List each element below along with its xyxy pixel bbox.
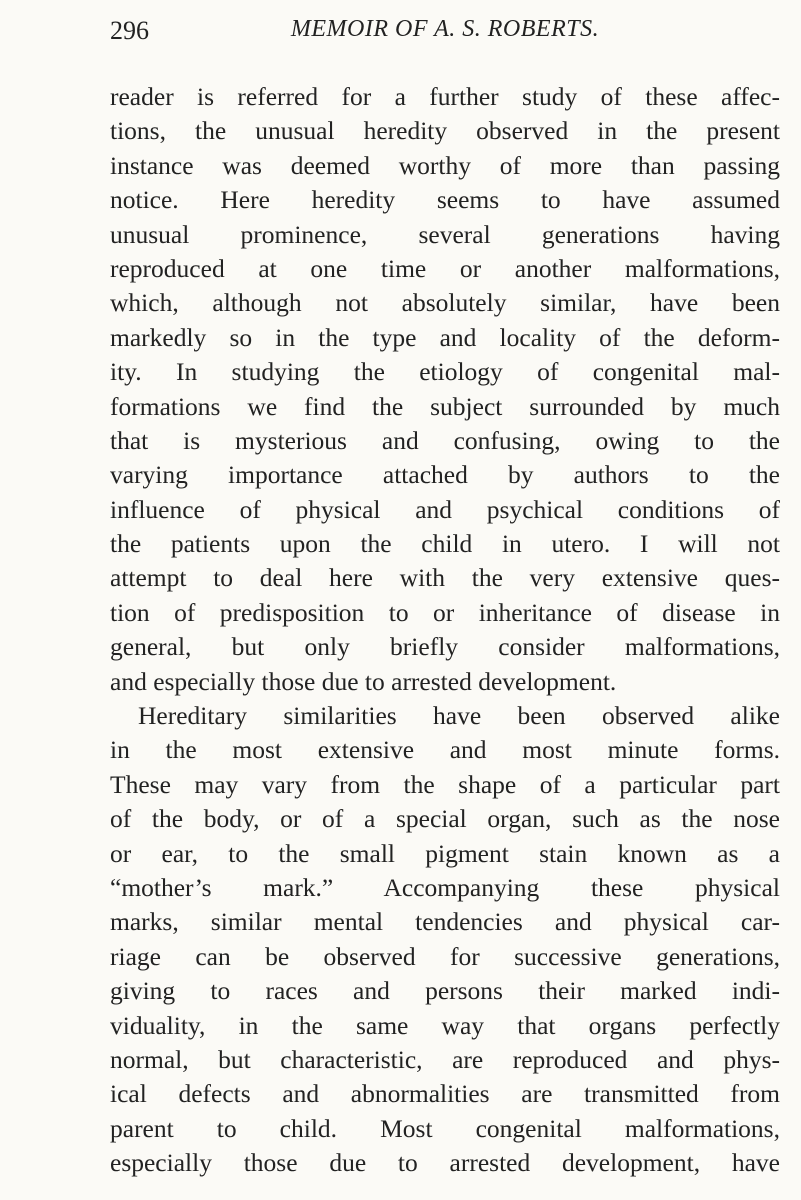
text-line: or ear, to the small pigment stain known as a <box>110 838 780 868</box>
running-head: MEMOIR OF A. S. ROBERTS. <box>290 16 600 42</box>
text-line: and especially those due to arrested development. <box>110 666 617 696</box>
text-line: that is mysterious and confusing, owing to the <box>110 425 780 455</box>
text-line: normal, but characteristic, are reproduced and phys- <box>110 1044 780 1074</box>
text-line: formations we find the subject surrounded by much <box>110 391 780 421</box>
page-header <box>110 16 780 50</box>
text-line: varying importance attached by authors to the <box>110 460 780 490</box>
text-line: markedly so in the type and locality of the deform- <box>110 322 780 352</box>
text-line: general, but only briefly consider malformations, <box>110 632 780 662</box>
text-line: These may vary from the shape of a particular part <box>110 769 780 799</box>
text-line: notice. Here heredity seems to have assumed <box>110 185 780 215</box>
text-line: unusual prominence, several generations having <box>110 219 780 249</box>
text-line: giving to races and persons their marked indi- <box>110 976 780 1006</box>
body-text <box>110 80 780 1181</box>
text-line: the patients upon the child in utero. I will not <box>110 529 780 559</box>
text-line: “mother’s mark.” Accompanying these physical <box>110 872 780 902</box>
page-number: 296 <box>110 16 149 45</box>
text-line: ical defects and abnormalities are transmitted from <box>110 1079 780 1109</box>
text-line: instance was deemed worthy of more than passing <box>110 150 780 180</box>
text-line: of the body, or of a special organ, such as the nose <box>110 804 780 834</box>
text-line: especially those due to arrested development, have <box>110 1148 780 1178</box>
text-line: tions, the unusual heredity observed in the present <box>110 116 780 146</box>
text-line: tion of predisposition to or inheritance of disease in <box>110 597 780 627</box>
text-line: riage can be observed for successive generations, <box>110 941 780 971</box>
text-line: ity. In studying the etiology of congenital mal- <box>110 357 780 387</box>
text-line: which, although not absolutely similar, have been <box>110 288 780 318</box>
text-line: marks, similar mental tendencies and physical car- <box>110 907 780 937</box>
text-line: in the most extensive and most minute forms. <box>110 735 780 765</box>
text-line: influence of physical and psychical conditions of <box>110 494 780 524</box>
text-line: viduality, in the same way that organs perfectly <box>110 1010 780 1040</box>
text-line: reader is referred for a further study of these affec- <box>110 82 780 111</box>
text-line: parent to child. Most congenital malformations, <box>110 1113 780 1143</box>
text-line: Hereditary similarities have been observed alike <box>138 701 780 731</box>
text-line: reproduced at one time or another malformations, <box>110 253 780 283</box>
text-line: attempt to deal here with the very extensive ques- <box>110 563 780 593</box>
